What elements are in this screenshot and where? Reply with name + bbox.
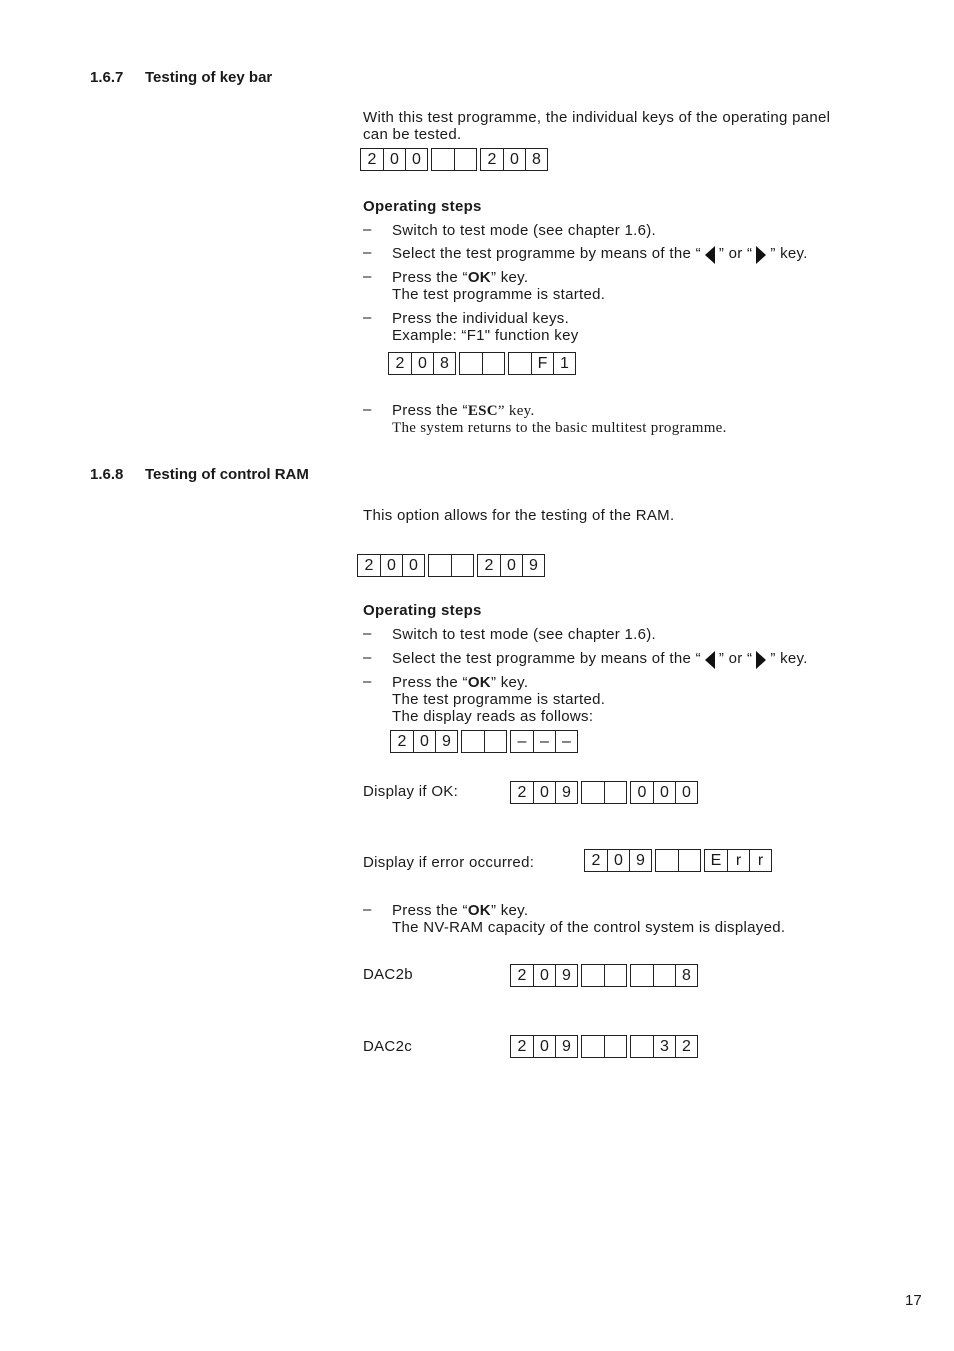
display-cell xyxy=(678,850,700,871)
display-cell: 2 xyxy=(484,556,494,574)
step-text: Press the “OK” key. The test programme is started. The display reads as follows: xyxy=(392,674,606,725)
display-cell: – xyxy=(517,732,527,750)
display-group xyxy=(431,148,477,171)
list-dash: – xyxy=(363,268,372,285)
display-cell xyxy=(604,782,626,803)
display-group xyxy=(584,849,652,872)
display-cell: 0 xyxy=(503,149,525,170)
display-cell: 2 xyxy=(517,966,527,984)
display-cell: 0 xyxy=(411,353,433,374)
display-group xyxy=(480,148,548,171)
display-cell: 2 xyxy=(591,851,601,869)
display-cell xyxy=(604,1036,626,1057)
display-panel xyxy=(390,730,578,753)
operating-steps-title: Operating steps xyxy=(363,198,482,215)
display-cell: 9 xyxy=(555,965,577,986)
display-cell: 2 xyxy=(517,783,527,801)
display-panel xyxy=(510,1035,698,1058)
list-dash: – xyxy=(363,244,372,261)
list-dash: – xyxy=(363,221,372,238)
display-ok-label: Display if OK: xyxy=(363,783,459,800)
list-dash: – xyxy=(363,673,372,690)
display-cell xyxy=(482,353,504,374)
display-cell: 0 xyxy=(405,149,427,170)
section-number: 1.6.7 xyxy=(90,69,124,86)
display-group xyxy=(510,964,578,987)
display-group xyxy=(461,730,507,753)
display-cell: 2 xyxy=(675,1036,697,1057)
left-arrow-icon xyxy=(705,246,715,264)
display-group xyxy=(581,781,627,804)
display-cell: 0 xyxy=(533,1036,555,1057)
display-cell: 2 xyxy=(397,732,407,750)
step-text: Switch to test mode (see chapter 1.6). xyxy=(392,626,657,643)
display-cell: 9 xyxy=(555,782,577,803)
display-cell: 3 xyxy=(653,1036,675,1057)
list-dash: – xyxy=(363,309,372,326)
left-arrow-icon xyxy=(705,651,715,669)
step-text: Press the individual keys. Example: “F1" function key xyxy=(392,310,579,344)
step-text: Press the “OK” key. The test programme is started. xyxy=(392,269,606,303)
display-group xyxy=(360,148,428,171)
display-cell: – xyxy=(533,731,555,752)
display-cell: 2 xyxy=(364,556,374,574)
display-cell xyxy=(582,965,604,986)
display-cell: 9 xyxy=(435,731,457,752)
display-cell xyxy=(509,353,531,374)
display-group xyxy=(459,352,505,375)
display-cell xyxy=(631,1036,653,1057)
display-group xyxy=(390,730,458,753)
display-group xyxy=(630,1035,698,1058)
display-panel xyxy=(357,554,545,577)
display-group xyxy=(704,849,772,872)
display-cell: – xyxy=(555,731,577,752)
display-group xyxy=(388,352,456,375)
display-cell xyxy=(653,965,675,986)
display-error-label: Display if error occurred: xyxy=(363,854,535,871)
list-dash: – xyxy=(363,901,372,918)
section-heading-168 xyxy=(90,466,309,483)
display-cell: 0 xyxy=(383,149,405,170)
display-cell: 2 xyxy=(395,354,405,372)
display-panel xyxy=(510,964,698,987)
display-cell xyxy=(451,555,473,576)
list-dash: – xyxy=(363,649,372,666)
section-heading-167 xyxy=(90,69,272,86)
intro-paragraph: This option allows for the testing of the RAM. xyxy=(363,507,675,524)
intro-line-2: can be tested. xyxy=(363,126,462,143)
display-cell xyxy=(582,1036,604,1057)
section-number: 1.6.8 xyxy=(90,466,124,483)
display-cell xyxy=(454,149,476,170)
display-cell: 0 xyxy=(402,555,424,576)
display-group xyxy=(581,1035,627,1058)
right-arrow-icon xyxy=(756,651,766,669)
display-cell: 8 xyxy=(433,353,455,374)
display-cell: 9 xyxy=(555,1036,577,1057)
display-group xyxy=(510,730,578,753)
step-text: Select the test programme by means of the “ ” or “ ” key. xyxy=(392,650,808,667)
display-cell: r xyxy=(727,850,749,871)
display-group xyxy=(428,554,474,577)
intro-line-1: With this test programme, the individual keys of the operating panel xyxy=(363,109,831,126)
display-cell: 9 xyxy=(629,850,651,871)
step-text: Switch to test mode (see chapter 1.6). xyxy=(392,222,657,239)
display-cell: F xyxy=(531,353,553,374)
display-cell: 8 xyxy=(675,965,697,986)
display-cell xyxy=(429,555,451,576)
display-cell xyxy=(460,353,482,374)
list-dash: – xyxy=(363,401,372,418)
dac2b-label: DAC2b xyxy=(363,966,413,983)
page-number: 17 xyxy=(905,1292,922,1309)
display-group xyxy=(630,781,698,804)
display-cell: 1 xyxy=(553,353,575,374)
display-cell xyxy=(631,965,653,986)
list-dash: – xyxy=(363,625,372,642)
display-cell: 0 xyxy=(533,782,555,803)
step-text: Press the “ESC” key. The system returns to the basic multitest programme. xyxy=(392,402,727,436)
display-cell xyxy=(656,850,678,871)
display-group xyxy=(477,554,545,577)
display-cell: 0 xyxy=(533,965,555,986)
display-group xyxy=(655,849,701,872)
display-group xyxy=(510,1035,578,1058)
operating-steps-title: Operating steps xyxy=(363,602,482,619)
display-cell: 0 xyxy=(675,782,697,803)
display-cell: 2 xyxy=(517,1037,527,1055)
display-cell: E xyxy=(710,851,722,869)
display-cell: 0 xyxy=(413,731,435,752)
display-cell: 0 xyxy=(380,555,402,576)
display-cell: r xyxy=(749,850,771,871)
display-cell xyxy=(462,731,484,752)
dac2c-label: DAC2c xyxy=(363,1038,413,1055)
display-group xyxy=(630,964,698,987)
section-title: Testing of control RAM xyxy=(145,466,309,483)
display-cell xyxy=(604,965,626,986)
display-cell: 2 xyxy=(487,150,497,168)
display-panel xyxy=(510,781,698,804)
display-cell: 0 xyxy=(637,783,647,801)
display-cell xyxy=(582,782,604,803)
display-cell: 8 xyxy=(525,149,547,170)
display-cell xyxy=(432,149,454,170)
display-group xyxy=(510,781,578,804)
display-panel xyxy=(360,148,548,171)
display-cell: 2 xyxy=(367,150,377,168)
display-group xyxy=(581,964,627,987)
section-title: Testing of key bar xyxy=(145,69,273,86)
display-group xyxy=(508,352,576,375)
display-cell: 0 xyxy=(607,850,629,871)
display-cell: 0 xyxy=(500,555,522,576)
right-arrow-icon xyxy=(756,246,766,264)
display-cell: 9 xyxy=(522,555,544,576)
step-text: Press the “OK” key. The NV-RAM capacity of the control system is displayed. xyxy=(392,902,786,936)
display-group xyxy=(357,554,425,577)
display-cell xyxy=(484,731,506,752)
intro-paragraph xyxy=(363,109,830,143)
display-panel xyxy=(388,352,576,375)
display-panel xyxy=(584,849,772,872)
display-cell: 0 xyxy=(653,782,675,803)
step-text: Select the test programme by means of the “ ” or “ ” key. xyxy=(392,245,808,262)
